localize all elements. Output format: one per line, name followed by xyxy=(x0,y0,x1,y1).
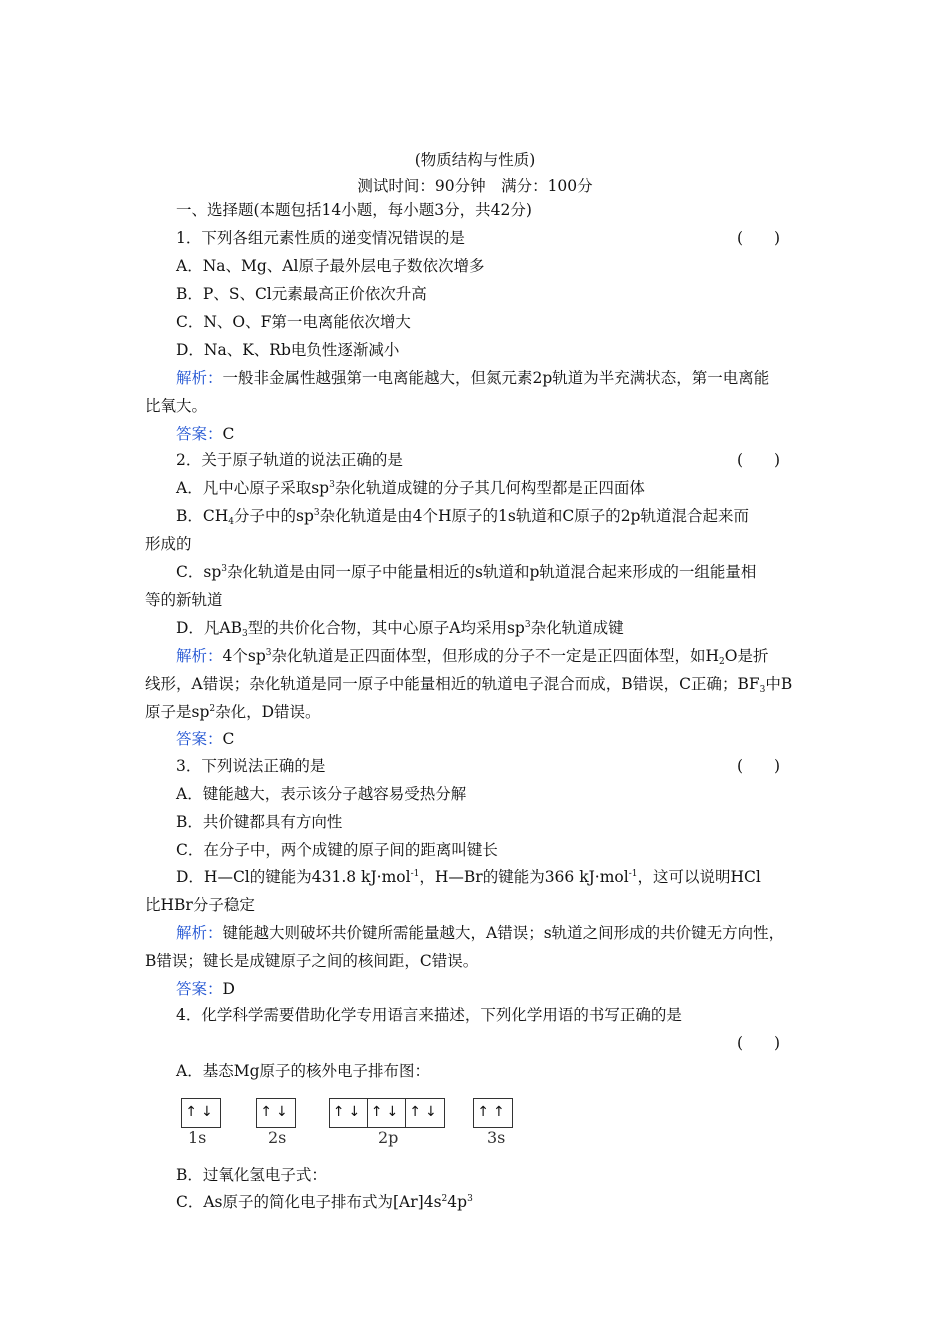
q3-analysis: 解析：键能越大则破坏共价键所需能量越大，A错误；s轨道之间形成的共价键无方向性， xyxy=(176,924,785,942)
orbital-cell: ↑↑ xyxy=(477,1104,509,1120)
q2-answer-blank: ( ) xyxy=(737,451,781,469)
orbital-cell: ↑↓ xyxy=(368,1099,406,1127)
q2-option-b: B．$CH_4$分子中的$sp^3$杂化轨道是由4个H原子的1s轨道和C原子的2p轨道混合起来而 xyxy=(176,507,749,527)
orbital-box-2p xyxy=(329,1098,445,1128)
orbital-cell: ↑↓ xyxy=(330,1099,368,1127)
q3-stem: 3．下列说法正确的是 xyxy=(176,757,326,775)
q1-analysis-cont: 比氧大。 xyxy=(145,397,208,415)
q1-stem: 1．下列各组元素性质的递变情况错误的是 xyxy=(176,229,465,247)
orbital-cell: ↑↓ xyxy=(409,1104,441,1120)
q3-option-d-cont: 比HBr分子稳定 xyxy=(145,896,255,914)
orbital-label-3s: 3s xyxy=(487,1128,506,1147)
q2-option-c: C．$sp^3$杂化轨道是由同一原子中能量相近的s轨道和p轨道混合起来形成的一组能量相 xyxy=(176,563,757,581)
q2-option-a: A．凡中心原子采取$sp^3$杂化轨道成键的分子其几何构型都是正四面体 xyxy=(176,479,645,497)
q4-option-a: A．基态Mg原子的核外电子排布图： xyxy=(176,1062,430,1080)
q1-option-d: D．Na、K、Rb电负性逐渐减小 xyxy=(176,341,400,359)
q4-option-b: B．过氧化氢电子式： xyxy=(176,1166,327,1184)
q3-option-c: C．在分子中，两个成键的原子间的距离叫键长 xyxy=(176,841,498,859)
q2-analysis: 解析：4个$sp^3$杂化轨道是正四面体型，但形成的分子不一定是正四面体型，如$H_2O$是折 xyxy=(176,647,769,667)
q1-answer: 答案：C xyxy=(176,425,235,443)
q3-answer-blank: ( ) xyxy=(737,757,781,775)
orbital-cell: ↑↓ xyxy=(260,1104,292,1120)
orbital-box-1s xyxy=(181,1098,221,1128)
answer-label: 答案： xyxy=(176,425,223,443)
q1-option-c: C．N、O、F第一电离能依次增大 xyxy=(176,313,411,331)
orbital-box-3s xyxy=(473,1098,513,1128)
q1-option-a: A．Na、Mg、Al原子最外层电子数依次增多 xyxy=(176,257,485,275)
q2-answer: 答案：C xyxy=(176,730,235,748)
orbital-label-2s: 2s xyxy=(268,1128,287,1147)
q4-option-c: C．As原子的简化电子排布式为$[Ar]4s^24p^3$ xyxy=(176,1193,473,1211)
q3-option-a: A．键能越大，表示该分子越容易受热分解 xyxy=(176,785,467,803)
q4-stem: 4．化学科学需要借助化学专用语言来描述，下列化学用语的书写正确的是 xyxy=(176,1006,682,1024)
q2-option-c-cont: 等的新轨道 xyxy=(145,591,223,609)
orbital-label-1s: 1s xyxy=(188,1128,207,1147)
q3-option-b: B．共价键都具有方向性 xyxy=(176,813,343,831)
q2-option-b-cont: 形成的 xyxy=(145,535,192,553)
q1-answer-blank: ( ) xyxy=(737,229,781,247)
q1-analysis: 解析：一般非金属性越强第一电离能越大，但氮元素2p轨道为半充满状态，第一电离能 xyxy=(176,369,770,387)
q3-analysis-cont: B错误；键长是成键原子之间的核间距，C错误。 xyxy=(145,952,479,970)
q2-analysis-cont2: 原子是$sp^2$杂化，D错误。 xyxy=(145,703,321,721)
q2-option-d: D．凡$AB_3$型的共价化合物，其中心原子A均采用$sp^3$杂化轨道成键 xyxy=(176,619,624,639)
q4-answer-blank: ( ) xyxy=(737,1034,781,1052)
q3-answer: 答案：D xyxy=(176,980,235,998)
q3-option-d: D．H—Cl的键能为431.8 kJ·mol$^{-1}$，H—Br的键能为366 kJ·mol$^{-1}$，这可以说明HCl xyxy=(176,868,761,886)
test-meta: 测试时间：90分钟 满分：100分 xyxy=(357,177,593,195)
orbital-box-2s xyxy=(256,1098,296,1128)
section-heading: 一、选择题(本题包括14小题，每小题3分，共42分) xyxy=(176,201,532,219)
q2-analysis-cont1: 线形，A错误；杂化轨道是同一原子中能量相近的轨道电子混合而成，B错误，C正确；$BF_3$中B xyxy=(145,675,793,695)
doc-title: (物质结构与性质) xyxy=(414,151,536,169)
q1-option-b: B．P、S、Cl元素最高正价依次升高 xyxy=(176,285,427,303)
analysis-label: 解析： xyxy=(176,369,223,387)
q2-stem: 2．关于原子轨道的说法正确的是 xyxy=(176,451,403,469)
orbital-label-2p: 2p xyxy=(378,1128,399,1147)
orbital-cell: ↑↓ xyxy=(185,1104,217,1120)
